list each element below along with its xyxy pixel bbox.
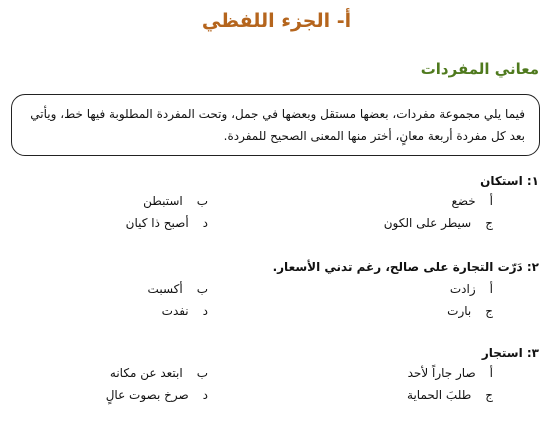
option-letter: د — [202, 304, 208, 318]
question-1-label: ١: استكان — [480, 174, 539, 188]
option-letter: ب — [196, 194, 208, 208]
section-title: معاني المفردات — [420, 60, 539, 78]
page-title: أ- الجزء اللفظي — [201, 10, 352, 32]
question-1-option-c[interactable] — [384, 216, 493, 230]
option-letter: ج — [485, 388, 493, 402]
question-1-option-a[interactable] — [451, 194, 493, 208]
option-text: نفدت — [161, 304, 189, 318]
question-3-label: ٣: استجار — [481, 346, 539, 360]
option-letter: ج — [485, 216, 493, 230]
question-2-label: ٢: دَرّت التجارة على صالح، رغم تدني الأسعار. — [272, 260, 539, 274]
question-1-option-b[interactable] — [143, 194, 208, 208]
option-text: استبطن — [143, 194, 183, 208]
option-letter: د — [202, 388, 208, 402]
option-letter: أ — [489, 194, 493, 208]
question-2-option-d[interactable] — [162, 304, 208, 318]
option-text: بارت — [447, 304, 472, 318]
question-3-option-a[interactable] — [408, 366, 493, 380]
question-3-option-b[interactable] — [110, 366, 208, 380]
option-text: صار جاراً لأحد — [407, 366, 476, 380]
option-letter: أ — [489, 366, 493, 380]
option-letter: ب — [196, 282, 208, 296]
question-1-option-d[interactable] — [126, 216, 208, 230]
option-text: أصبح ذا كيان — [125, 216, 189, 230]
question-2-option-a[interactable] — [450, 282, 493, 296]
option-text: أكسبت — [147, 282, 183, 296]
instructions-box: فيما يلي مجموعة مفردات، بعضها مستقل وبعضها في جمل، وتحت المفردة المطلوبة فيها خط، ويأتي بعد كل مفردة أربعة معانٍ، أختر منها المعنى الصحيح للمفردة. — [11, 94, 540, 156]
question-3-option-c[interactable] — [407, 388, 493, 402]
option-text: صرخ بصوت عالٍ — [105, 388, 189, 402]
option-letter: ج — [485, 304, 493, 318]
option-letter: أ — [489, 282, 493, 296]
option-text: زادت — [449, 282, 476, 296]
option-text: خضع — [451, 194, 476, 208]
option-text: طلبَ الحماية — [407, 388, 472, 402]
option-text: سيطر على الكون — [383, 216, 472, 230]
question-2-option-c[interactable] — [447, 304, 493, 318]
question-2-option-b[interactable] — [148, 282, 208, 296]
option-letter: د — [202, 216, 208, 230]
option-text: ابتعد عن مكانه — [109, 366, 183, 380]
question-3-option-d[interactable] — [106, 388, 208, 402]
option-letter: ب — [196, 366, 208, 380]
